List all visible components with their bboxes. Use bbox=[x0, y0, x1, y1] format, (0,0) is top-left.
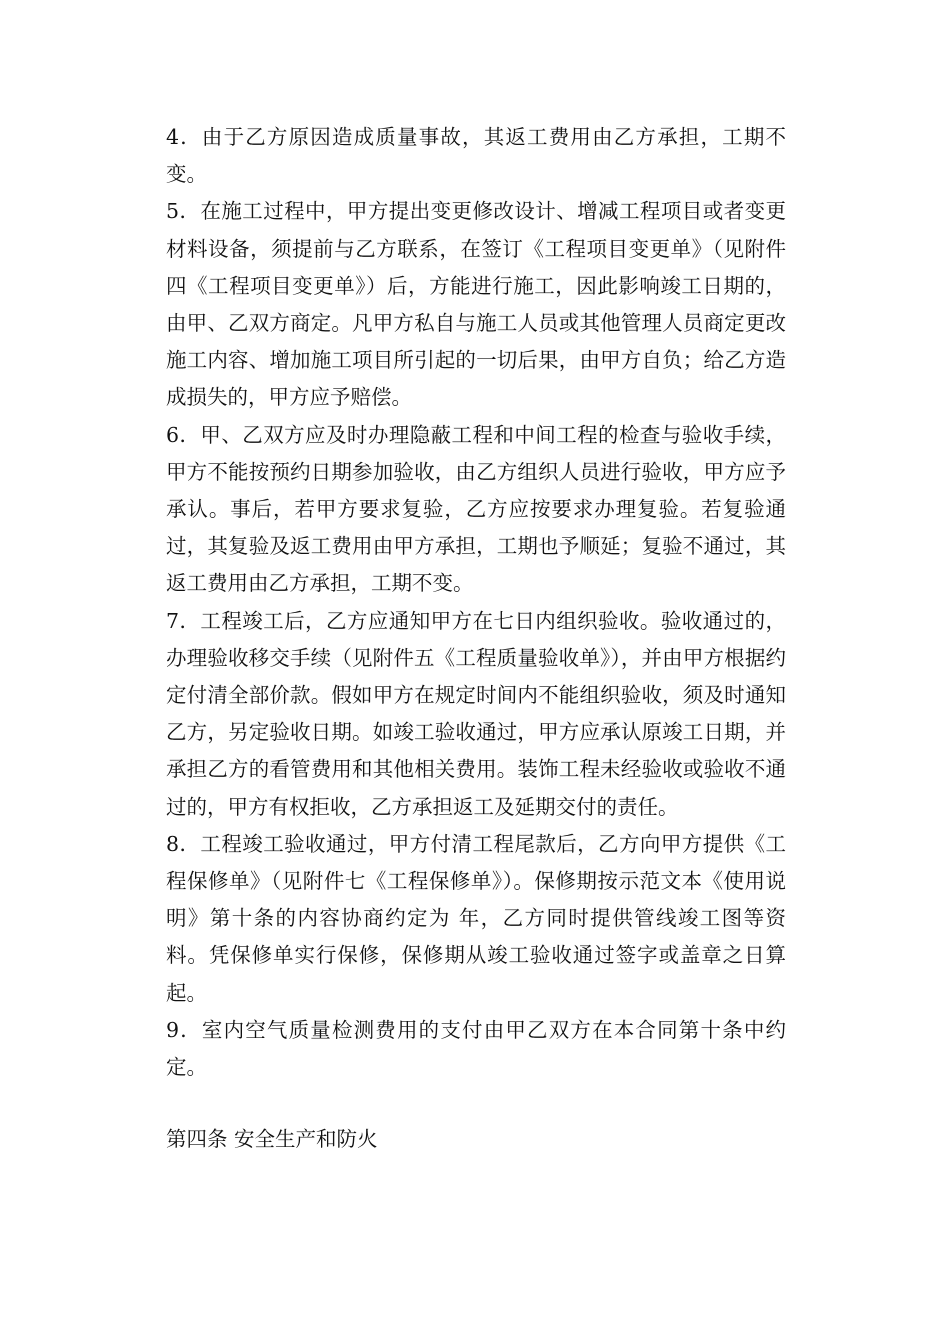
clause-5: 5．在施工过程中，甲方提出变更修改设计、增减工程项目或者变更材料设备，须提前与乙方联系，在签订《工程项目变更单》（见附件四《工程项目变更单》）后，方能进行施工，因此影响竣工日期的，由甲、乙双方商定。凡甲方私自与施工人员或其他管理人员商定更改施工内容、增加施工项目所引起的一切后果，由甲方自负；给乙方造成损失的，甲方应予赔偿。 bbox=[166, 199, 786, 410]
section-heading: 第四条 安全生产和防火 bbox=[166, 1127, 378, 1152]
clause-7: 7．工程竣工后，乙方应通知甲方在七日内组织验收。验收通过的，办理验收移交手续（见附件五《工程质量验收单》），并由甲方根据约定付清全部价款。假如甲方在规定时间内不能组织验收，须及时通知乙方，另定验收日期。如竣工验收通过，甲方应承认原竣工日期，并承担乙方的看管费用和其他相关费用。装饰工程未经验收或验收不通过的，甲方有权拒收，乙方承担返工及延期交付的责任。 bbox=[166, 608, 786, 819]
clause-9: 9．室内空气质量检测费用的支付由甲乙双方在本合同第十条中约定。 bbox=[166, 1017, 786, 1080]
clause-8: 8．工程竣工验收通过，甲方付清工程尾款后，乙方向甲方提供《工程保修单》（见附件七《工程保修单》）。保修期按示范文本《使用说明》第十条的内容协商约定为 年，乙方同时提供管线竣工图等资料。凭保修单实行保修，保修期从竣工验收通过签字或盖章之日算起。 bbox=[166, 831, 786, 1005]
clause-4: 4．由于乙方原因造成质量事故，其返工费用由乙方承担，工期不变。 bbox=[166, 125, 786, 187]
document-body bbox=[166, 119, 786, 1158]
clause-6: 6．甲、乙双方应及时办理隐蔽工程和中间工程的检查与验收手续，甲方不能按预约日期参加验收，由乙方组织人员进行验收，甲方应予承认。事后，若甲方要求复验，乙方应按要求办理复验。若复验通过，其复验及返工费用由甲方承担，工期也予顺延；复验不通过，其返工费用由乙方承担，工期不变。 bbox=[166, 422, 786, 596]
